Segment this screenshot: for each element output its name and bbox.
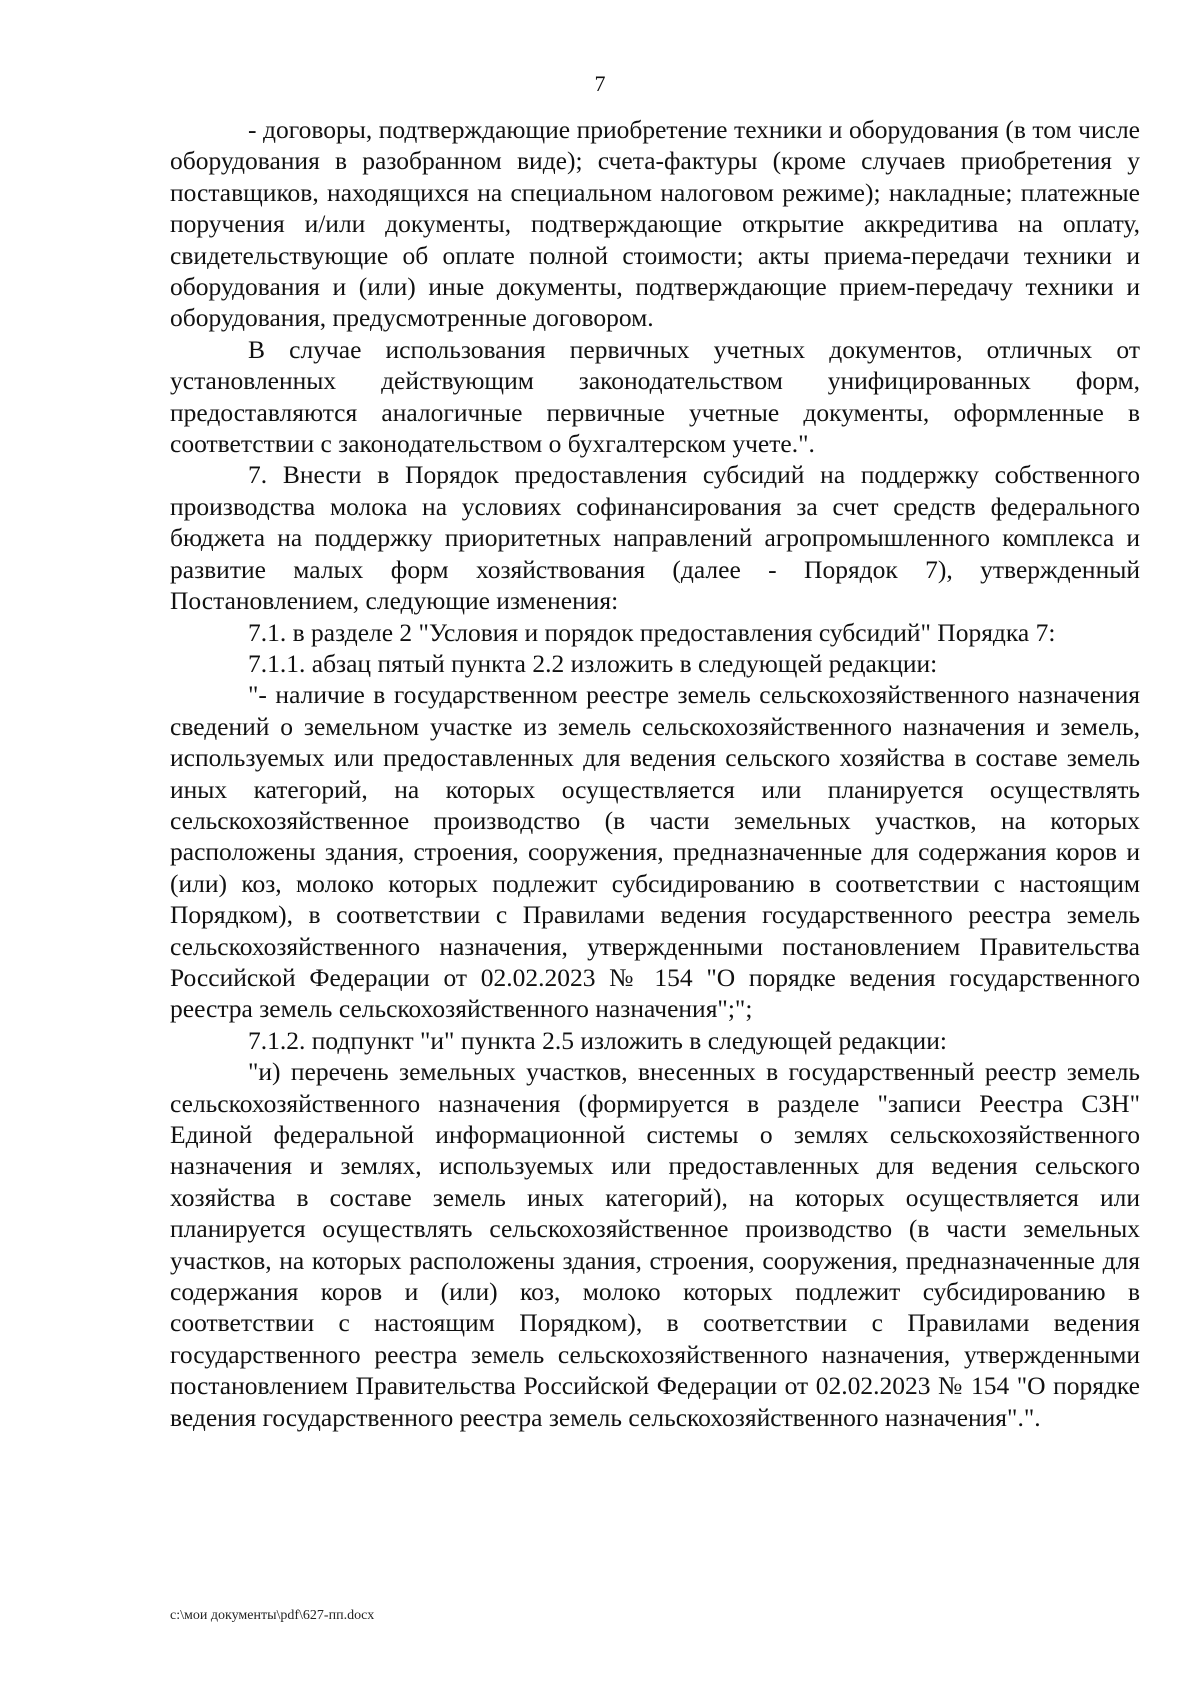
document-body [170,114,1140,1433]
paragraph-item-7: 7. Внести в Порядок предоставления субсидий на поддержку собственного производства молока на условиях софинансирования за счет средств федерального бюджета на поддержку приоритетных направлений агропромышленного комплекса и развитие малых форм хозяйствования (далее - Порядок 7), утвержденный Постановлением, следующие изменения: [170,460,1140,616]
footer-file-path: c:\мои документы\pdf\627-пп.docx [170,1608,375,1623]
paragraph-item-7-1-2: 7.1.2. подпункт "и" пункта 2.5 изложить в следующей редакции: [248,1025,947,1055]
paragraph-item-7-1: 7.1. в разделе 2 "Условия и порядок предоставления субсидий" Порядка 7: [248,617,1056,647]
paragraph-land-plots-list: "и) перечень земельных участков, внесенных в государственный реестр земель сельскохозяйственного назначения (формируется в разделе "записи Реестра СЗН" Единой федеральной информационной системы о землях сельскохозяйственного назначения и землях, используемых или предоставленных для ведения сельского хозяйства в составе земель иных категорий), на которых осуществляется или планируется осуществлять сельскохозяйственное производство (в части земельных участков, на которых расположены здания, строения, сооружения, предназначенные для содержания коров и (или) коз, молоко которых подлежит субсидированию в соответствии с настоящим Порядком), в соответствии с Правилами ведения государственного реестра земель сельскохозяйственного назначения, утвержденными постановлением Правительства Российской Федерации от 02.02.2023 № 154 "О порядке ведения государственного реестра земель сельскохозяйственного назначения".". [170,1057,1140,1432]
page-number: 7 [594,71,606,96]
paragraph-land-registry-requirement: "- наличие в государственном реестре земель сельскохозяйственного назначения сведений о земельном участке из земель сельскохозяйственного назначения и земель, используемых или предоставленных для ведения сельского хозяйства в составе земель иных категорий, на которых осуществляется или планируется осуществлять сельскохозяйственное производство (в части земельных участков, на которых расположены здания, строения, сооружения, предназначенные для содержания коров и (или) коз, молоко которых подлежит субсидированию в соответствии с настоящим Порядком), в соответствии с Правилами ведения государственного реестра земель сельскохозяйственного назначения, утвержденными постановлением Правительства Российской Федерации от 02.02.2023 № 154 "О порядке ведения государственного реестра земель сельскохозяйственного назначения";"; [170,680,1140,1024]
paragraph-primary-documents: В случае использования первичных учетных документов, отличных от установленных действующим законодательством унифицированных форм, предоставляются аналогичные первичные учетные документы, оформленные в соответствии с законодательством о бухгалтерском учете.". [170,334,1140,459]
paragraph-documents-list: - договоры, подтверждающие приобретение техники и оборудования (в том числе оборудования в разобранном виде); счета-фактуры (кроме случаев приобретения у поставщиков, находящихся на специальном налоговом режиме); накладные; платежные поручения и/или документы, подтверждающие открытие аккредитива на оплату, свидетельствующие об оплате полной стоимости; акты приема-передачи техники и оборудования и (или) иные документы, подтверждающие прием-передачу техники и оборудования, предусмотренные договором. [170,115,1140,333]
paragraph-item-7-1-1: 7.1.1. абзац пятый пункта 2.2 изложить в следующей редакции: [248,648,938,678]
